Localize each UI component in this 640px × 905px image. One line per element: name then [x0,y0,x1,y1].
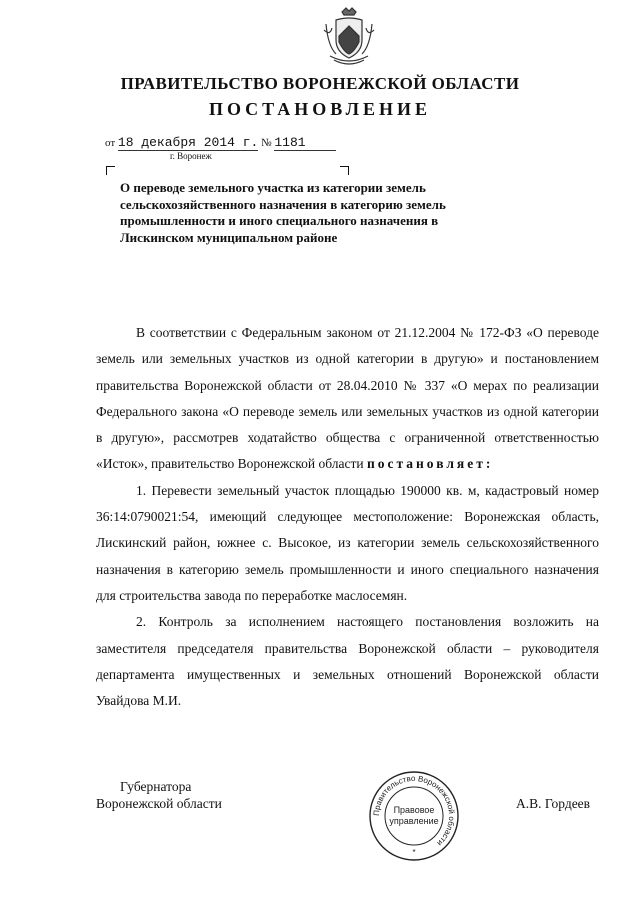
decree-word: постановляет: [366,456,494,472]
stamp-star: * [412,848,416,857]
stamp-ring-text: Правительство Воронежской области [371,773,457,848]
organization-title: ПРАВИТЕЛЬСТВО ВОРОНЕЖСКОЙ ОБЛАСТИ [120,74,520,93]
signatory-name: А.В. Гордеев [516,796,591,811]
document-date: 18 декабря 2014 г. [117,135,259,150]
left-corner-mark [106,166,115,175]
item-1-paragraph: 1. Перевести земельный участок площадью 190000 кв. м, кадастровый номер 36:14:0790021:54, имеющий следующее местоположение: Воронежская область, Лискинский район, южнее с. Высокое, из категории земель сельскохозяйственного назначения в категорию земель промышленности и иного специального назначения для строительства завода по переработке маслосемян. [96,482,599,603]
signatory-title-line-2: Воронежской области [96,796,222,811]
stamp-center-line-2: управление [389,816,439,826]
signatory-title [96,778,222,812]
signatory-title-line-1: Губернатора [120,779,192,794]
document-body [96,320,599,714]
right-corner-mark [340,166,349,175]
item-2-paragraph: 2. Контроль за исполнением настоящего постановления возложить на заместителя председателя правительства Воронежской области – руководителя департамента имущественных и земельных отношений Воронежской области Увайдова М.И. [96,614,599,709]
date-prefix: от [105,137,116,149]
stamp-center-line-1: Правовое [393,805,435,815]
intro-paragraph [96,320,599,478]
legal-department-stamp [368,770,460,862]
coat-of-arms-icon [322,6,376,68]
document-subject: О переводе земельного участка из категории земель сельскохозяйственного назначения в категорию земель промышленности и иного специального назначения в Лискинском муниципальном районе [120,180,446,245]
number-prefix: № [261,137,272,149]
document-type: ПОСТАНОВЛЕНИЕ [208,99,432,119]
intro-text: В соответствии с Федеральным законом от 21.12.2004 № 172-ФЗ «О переводе земель или земельных участков из одной категории в другую» и постановлением правительства Воронежской области от 28.04.2010 № 337 «О мерах по реализации Федерального закона «О переводе земель или земельных участков из одной категории в другую», рассмотрев ходатайство общества с ограниченной ответственностью «Исток», правительство Воронежской области [96,325,599,472]
document-number: 1181 [274,136,336,151]
date-number-line [105,136,336,151]
city: г. Воронеж [170,151,212,161]
